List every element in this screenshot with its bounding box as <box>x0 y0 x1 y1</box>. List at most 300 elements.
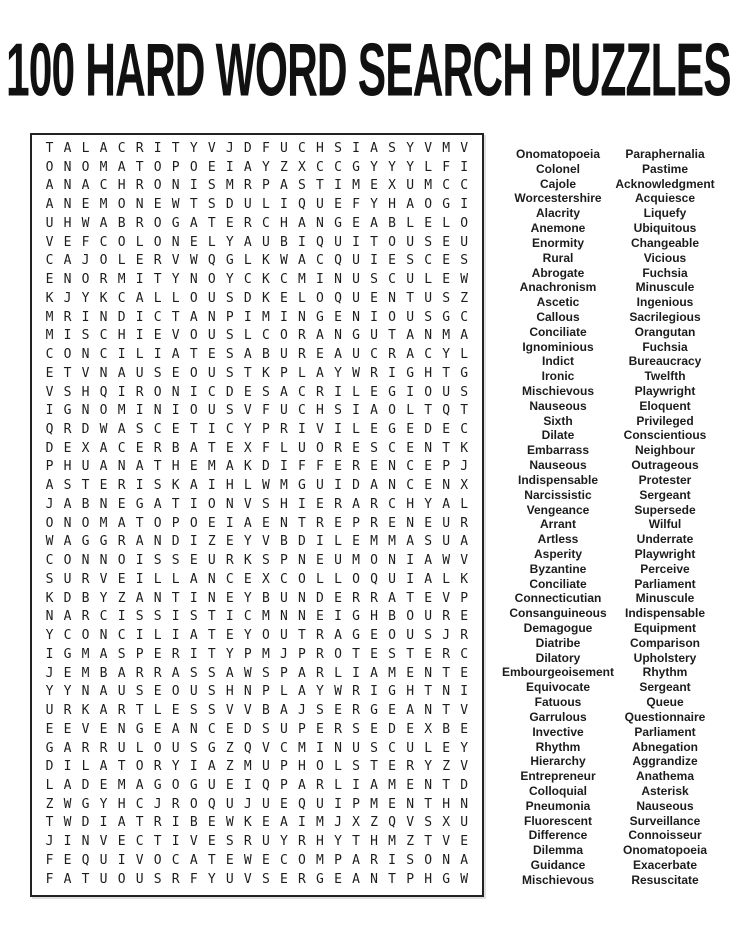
grid-letter: I <box>135 272 144 288</box>
grid-letter: Y <box>63 684 72 700</box>
word-list-item: Abnegation <box>632 739 698 754</box>
grid-letter: U <box>45 215 54 231</box>
word-list-item: Artless <box>537 532 579 547</box>
grid-letter: N <box>81 834 90 850</box>
grid-letter: L <box>81 141 90 156</box>
grid-letter: H <box>370 609 378 625</box>
word-list-item: Queue <box>646 695 684 710</box>
grid-letter: A <box>316 365 324 381</box>
grid-row <box>41 833 473 851</box>
grid-letter: I <box>460 159 469 175</box>
grid-letter: U <box>279 141 288 156</box>
grid-letter: S <box>424 534 433 550</box>
grid-letter: A <box>99 703 108 719</box>
grid-letter: A <box>370 777 378 793</box>
grid-letter: K <box>45 290 54 306</box>
grid-letter: L <box>243 328 252 344</box>
grid-letter: O <box>189 159 198 175</box>
grid-letter: Z <box>370 815 378 831</box>
grid-letter: I <box>117 852 126 868</box>
grid-letter: O <box>135 759 144 775</box>
grid-letter: G <box>388 422 396 438</box>
grid-letter: G <box>81 796 90 812</box>
grid-letter: C <box>135 796 144 812</box>
word-list-item: Rural <box>542 250 574 265</box>
grid-letter: O <box>298 571 306 587</box>
grid-letter: I <box>207 478 216 494</box>
grid-letter: U <box>352 347 360 363</box>
grid-letter: M <box>99 159 108 175</box>
grid-letter: U <box>388 571 396 587</box>
grid-letter: F <box>352 197 360 213</box>
grid-letter: U <box>460 234 469 250</box>
grid-letter: U <box>171 740 180 756</box>
grid-letter: H <box>279 496 288 512</box>
grid-letter: I <box>334 422 342 438</box>
grid-letter: P <box>279 759 288 775</box>
grid-letter: R <box>316 515 324 531</box>
grid-letter: K <box>81 703 90 719</box>
grid-letter: A <box>298 777 306 793</box>
grid-letter: O <box>316 290 324 306</box>
grid-letter: M <box>117 777 126 793</box>
grid-letter: E <box>45 721 54 737</box>
grid-letter: T <box>153 834 162 850</box>
grid-letter: W <box>243 852 252 868</box>
grid-letter: E <box>207 159 216 175</box>
grid-letter: U <box>352 253 360 269</box>
grid-letter: E <box>424 646 433 662</box>
word-list-item: Parliament <box>634 724 696 739</box>
grid-letter: A <box>370 478 378 494</box>
grid-letter: T <box>207 646 216 662</box>
word-list-item: Fatuous <box>534 695 582 710</box>
grid-letter: R <box>81 609 90 625</box>
grid-letter: T <box>406 646 415 662</box>
grid-letter: O <box>189 365 198 381</box>
grid-letter: C <box>298 384 306 400</box>
grid-letter: C <box>117 290 126 306</box>
grid-letter: E <box>99 478 108 494</box>
grid-letter: I <box>370 253 378 269</box>
grid-letter: E <box>117 834 126 850</box>
grid-letter: M <box>45 328 54 344</box>
grid-letter: T <box>153 459 162 475</box>
grid-letter: A <box>171 347 180 363</box>
grid-letter: H <box>225 684 234 700</box>
grid-letter: K <box>243 553 252 569</box>
grid-letter: E <box>207 834 216 850</box>
grid-letter: D <box>171 534 180 550</box>
grid-letter: O <box>81 272 90 288</box>
grid-letter: Y <box>45 628 54 644</box>
grid-letter: G <box>135 721 144 737</box>
grid-letter: V <box>225 703 234 719</box>
grid-letter: D <box>63 590 72 606</box>
grid-letter: E <box>243 384 252 400</box>
grid-letter: E <box>171 365 180 381</box>
grid-letter: Y <box>99 590 108 606</box>
grid-letter: G <box>334 215 342 231</box>
grid-letter: Z <box>460 290 469 306</box>
grid-letter: E <box>261 815 270 831</box>
grid-letter: P <box>261 684 270 700</box>
word-list-item: Enormity <box>531 235 584 250</box>
grid-letter: B <box>261 703 270 719</box>
word-list-item: Paraphernalia <box>625 147 705 161</box>
grid-letter: T <box>460 403 469 419</box>
word-list-item: Garrulous <box>529 709 587 724</box>
grid-letter: O <box>189 515 198 531</box>
grid-letter: O <box>298 852 306 868</box>
grid-letter: E <box>225 590 234 606</box>
grid-letter: U <box>207 365 216 381</box>
grid-letter: N <box>189 272 198 288</box>
grid-letter: N <box>81 403 90 419</box>
grid-letter: W <box>243 665 252 681</box>
grid-letter: R <box>117 534 126 550</box>
grid-letter: E <box>334 590 342 606</box>
grid-letter: S <box>117 646 126 662</box>
grid-letter: I <box>225 159 234 175</box>
grid-row <box>41 440 473 458</box>
grid-letter: S <box>370 440 378 456</box>
grid-letter: Y <box>225 646 234 662</box>
grid-row <box>41 196 473 214</box>
grid-letter: T <box>189 422 198 438</box>
grid-letter: C <box>442 178 451 194</box>
grid-letter: O <box>460 215 469 231</box>
grid-letter: R <box>225 553 234 569</box>
grid-letter: T <box>81 871 90 887</box>
grid-letter: T <box>298 628 306 644</box>
grid-letter: I <box>243 777 252 793</box>
grid-letter: A <box>99 459 108 475</box>
grid-letter: C <box>45 553 54 569</box>
grid-letter: N <box>225 496 234 512</box>
grid-letter: A <box>189 571 198 587</box>
grid-letter: F <box>261 141 270 156</box>
grid-letter: O <box>424 852 433 868</box>
grid-letter: Y <box>99 796 108 812</box>
grid-row <box>41 646 473 664</box>
grid-letter: S <box>460 384 469 400</box>
grid-letter: M <box>117 272 126 288</box>
grid-letter: L <box>352 422 360 438</box>
grid-letter: N <box>388 553 396 569</box>
grid-letter: A <box>352 496 360 512</box>
grid-letter: U <box>207 290 216 306</box>
grid-letter: E <box>153 721 162 737</box>
word-list-item: Callous <box>536 309 580 324</box>
grid-letter: V <box>261 534 270 550</box>
word-list-item: Supersede <box>634 502 696 517</box>
grid-letter: N <box>153 403 162 419</box>
grid-letter: J <box>153 796 162 812</box>
grid-letter: V <box>45 234 54 250</box>
grid-letter: H <box>63 459 72 475</box>
grid-letter: I <box>334 609 342 625</box>
grid-letter: O <box>189 290 198 306</box>
grid-row <box>41 814 473 832</box>
grid-letter: D <box>316 590 324 606</box>
grid-letter: E <box>370 422 378 438</box>
grid-letter: P <box>442 459 451 475</box>
grid-letter: E <box>370 178 378 194</box>
grid-letter: S <box>460 253 469 269</box>
grid-letter: T <box>424 684 433 700</box>
grid-row <box>41 309 473 327</box>
grid-letter: T <box>243 365 252 381</box>
grid-letter: S <box>45 571 54 587</box>
grid-row <box>41 533 473 551</box>
grid-letter: O <box>334 646 342 662</box>
grid-letter: N <box>171 384 180 400</box>
grid-letter: E <box>442 234 451 250</box>
grid-letter: A <box>45 197 54 213</box>
grid-letter: I <box>45 403 54 419</box>
word-list-item: Colonel <box>536 161 580 176</box>
grid-letter: R <box>81 740 90 756</box>
grid-letter: I <box>243 309 252 325</box>
grid-letter: A <box>171 721 180 737</box>
grid-letter: U <box>207 403 216 419</box>
grid-letter: R <box>63 422 72 438</box>
grid-letter: E <box>334 515 342 531</box>
grid-letter: F <box>45 852 54 868</box>
grid-letter: R <box>316 384 324 400</box>
grid-letter: S <box>207 703 216 719</box>
grid-letter: A <box>279 815 288 831</box>
grid-letter: E <box>225 777 234 793</box>
grid-letter: E <box>171 703 180 719</box>
grid-letter: S <box>388 646 396 662</box>
word-list-item: Outrageous <box>631 458 699 473</box>
grid-letter: E <box>207 347 216 363</box>
grid-letter: A <box>370 215 378 231</box>
grid-letter: O <box>261 628 270 644</box>
grid-letter: A <box>243 159 252 175</box>
grid-letter: D <box>243 721 252 737</box>
word-list-item: Connoisseur <box>628 828 702 843</box>
grid-letter: T <box>424 796 433 812</box>
grid-letter: Z <box>225 740 234 756</box>
grid-letter: U <box>406 740 415 756</box>
grid-letter: A <box>99 440 108 456</box>
grid-letter: I <box>81 309 90 325</box>
grid-letter: U <box>63 571 72 587</box>
grid-letter: O <box>207 272 216 288</box>
grid-letter: X <box>442 815 451 831</box>
grid-letter: I <box>189 384 198 400</box>
grid-letter: U <box>442 515 451 531</box>
grid-letter: U <box>261 759 270 775</box>
grid-letter: H <box>316 403 324 419</box>
grid-letter: S <box>207 665 216 681</box>
grid-row <box>41 458 473 476</box>
grid-letter: N <box>117 721 126 737</box>
grid-letter: N <box>388 459 396 475</box>
grid-letter: V <box>460 703 469 719</box>
grid-letter: M <box>298 740 306 756</box>
grid-letter: E <box>135 253 144 269</box>
grid-letter: S <box>207 197 216 213</box>
grid-letter: L <box>135 234 144 250</box>
grid-letter: A <box>117 515 126 531</box>
grid-letter: E <box>334 197 342 213</box>
grid-letter: I <box>63 759 72 775</box>
grid-letter: G <box>442 871 451 887</box>
grid-letter: I <box>334 478 342 494</box>
grid-letter: C <box>99 328 108 344</box>
grid-letter: S <box>153 553 162 569</box>
grid-letter: O <box>424 384 433 400</box>
grid-letter: E <box>225 852 234 868</box>
grid-letter: O <box>153 234 162 250</box>
grid-letter: N <box>370 871 378 887</box>
grid-letter: H <box>424 365 433 381</box>
grid-letter: L <box>243 478 252 494</box>
grid-letter: W <box>99 422 108 438</box>
grid-letter: A <box>81 178 90 194</box>
grid-letter: Y <box>424 496 433 512</box>
word-list-item: Upholstery <box>633 650 697 665</box>
grid-letter: E <box>261 852 270 868</box>
grid-letter: A <box>298 253 306 269</box>
word-list-item: Demagogue <box>523 621 593 635</box>
grid-letter: O <box>81 159 90 175</box>
grid-letter: B <box>279 234 288 250</box>
grid-letter: A <box>63 609 72 625</box>
grid-letter: O <box>316 440 324 456</box>
grid-letter: A <box>442 496 451 512</box>
grid-letter: E <box>45 272 54 288</box>
grid-letter: R <box>352 590 360 606</box>
grid-letter: R <box>370 852 378 868</box>
grid-letter: S <box>424 234 433 250</box>
grid-letter: U <box>298 440 306 456</box>
grid-letter: Y <box>243 590 252 606</box>
grid-letter: P <box>261 178 270 194</box>
grid-letter: C <box>99 234 108 250</box>
grid-letter: N <box>135 197 144 213</box>
grid-letter: R <box>99 740 108 756</box>
grid-letter: M <box>117 403 126 419</box>
word-list-item: Hierarchy <box>530 754 586 769</box>
grid-letter: E <box>388 796 396 812</box>
grid-letter: R <box>370 365 378 381</box>
grid-row <box>41 552 473 570</box>
grid-letter: S <box>189 609 198 625</box>
grid-letter: A <box>117 422 126 438</box>
grid-letter: X <box>460 478 469 494</box>
grid-letter: A <box>189 628 198 644</box>
grid-letter: Q <box>207 253 216 269</box>
grid-letter: A <box>352 852 360 868</box>
grid-letter: D <box>352 478 360 494</box>
grid-letter: C <box>45 347 54 363</box>
grid-letter: O <box>388 234 396 250</box>
grid-letter: J <box>442 628 451 644</box>
grid-letter: E <box>442 272 451 288</box>
grid-letter: T <box>171 590 180 606</box>
word-list-item: Guidance <box>530 858 586 872</box>
grid-letter: O <box>171 777 180 793</box>
grid-letter: T <box>370 759 378 775</box>
grid-letter: N <box>424 328 433 344</box>
grid-letter: I <box>117 347 126 363</box>
word-list-item: Equipment <box>634 621 696 635</box>
grid-letter: L <box>442 215 451 231</box>
grid-letter: I <box>117 609 126 625</box>
grid-letter: E <box>243 571 252 587</box>
grid-letter: R <box>153 665 162 681</box>
grid-letter: O <box>153 215 162 231</box>
grid-letter: T <box>189 197 198 213</box>
grid-letter: O <box>99 403 108 419</box>
word-list-item: Twelfth <box>644 369 686 384</box>
grid-letter: C <box>424 347 433 363</box>
grid-letter: I <box>189 496 198 512</box>
grid-letter: D <box>243 141 252 156</box>
grid-letter: R <box>316 665 324 681</box>
grid-letter: T <box>171 141 180 156</box>
grid-row <box>41 234 473 252</box>
grid-letter: S <box>261 496 270 512</box>
grid-letter: B <box>99 665 108 681</box>
grid-letter: I <box>388 852 396 868</box>
grid-letter: N <box>460 796 469 812</box>
grid-letter: Y <box>225 272 234 288</box>
word-list-item: Pastime <box>641 161 689 176</box>
grid-letter: G <box>352 628 360 644</box>
grid-letter: O <box>207 496 216 512</box>
grid-letter: I <box>298 815 306 831</box>
grid-letter: T <box>352 834 360 850</box>
grid-letter: Z <box>279 159 288 175</box>
grid-letter: T <box>207 628 216 644</box>
grid-letter: L <box>135 347 144 363</box>
grid-letter: U <box>424 609 433 625</box>
word-list-item: Wilful <box>648 517 682 532</box>
grid-letter: D <box>298 534 306 550</box>
grid-letter: A <box>298 684 306 700</box>
grid-letter: O <box>279 328 288 344</box>
grid-letter: L <box>316 571 324 587</box>
grid-letter: G <box>207 740 216 756</box>
grid-letter: N <box>406 515 415 531</box>
grid-letter: I <box>171 815 180 831</box>
grid-letter: C <box>316 253 324 269</box>
grid-letter: H <box>117 796 126 812</box>
grid-letter: E <box>81 197 90 213</box>
grid-letter: C <box>388 272 396 288</box>
grid-letter: E <box>225 721 234 737</box>
grid-letter: I <box>225 515 234 531</box>
grid-letter: N <box>171 178 180 194</box>
grid-letter: D <box>460 777 469 793</box>
grid-letter: R <box>243 178 252 194</box>
word-list-item: Nauseous <box>529 458 587 473</box>
grid-letter: E <box>442 740 451 756</box>
grid-letter: P <box>171 515 180 531</box>
grid-letter: G <box>388 684 396 700</box>
grid-letter: U <box>279 628 288 644</box>
grid-letter: S <box>406 253 415 269</box>
grid-letter: A <box>99 215 108 231</box>
grid-letter: C <box>298 403 306 419</box>
grid-letter: O <box>153 159 162 175</box>
